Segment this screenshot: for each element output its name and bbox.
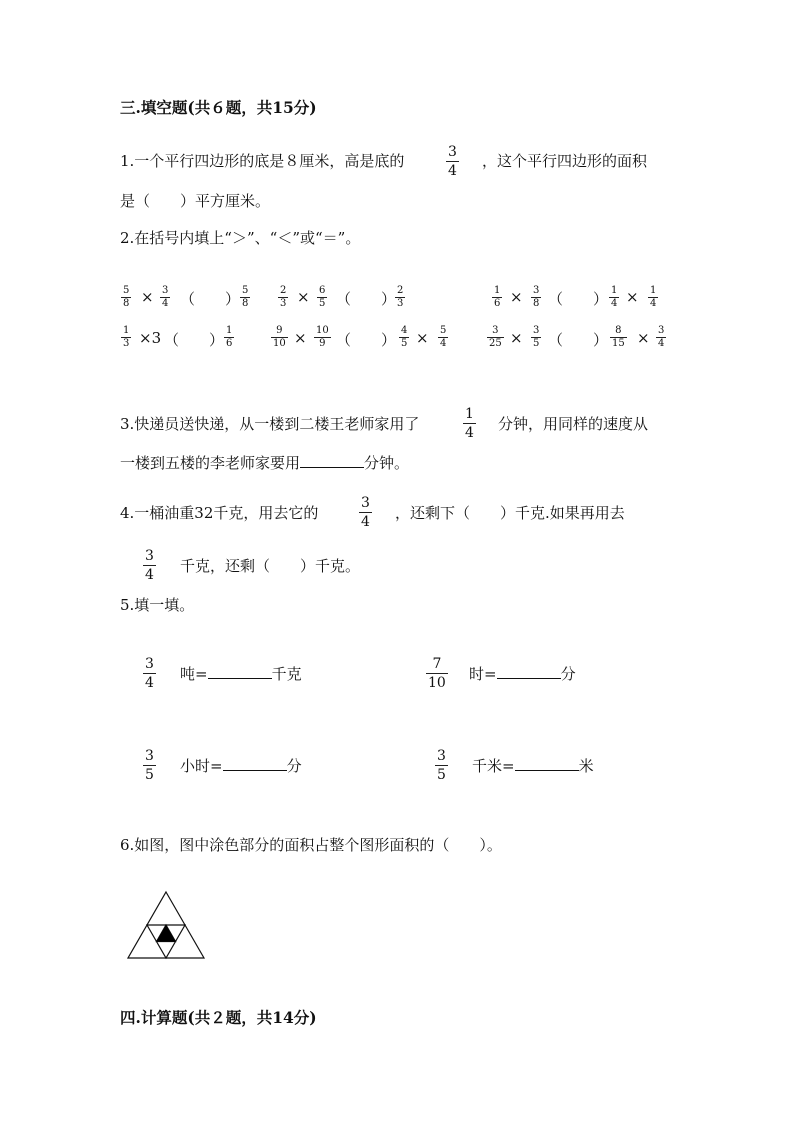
fraction: 10 9 <box>316 325 329 349</box>
answer-paren[interactable]: （ ） <box>548 331 609 349</box>
fraction: 3 5 <box>533 325 540 349</box>
q5-text: 5.填一填。 <box>120 596 195 614</box>
q1-line2: 是（ ）平方厘米。 <box>120 192 271 210</box>
q5c-line: 小时= 分 <box>180 757 302 775</box>
q5a-line: 吨= 千克 <box>180 665 302 683</box>
times-sign: × <box>626 288 639 306</box>
fraction: 6 5 <box>319 285 326 309</box>
fraction: 4 5 <box>401 325 408 349</box>
section4-heading: 四.计算题(共２题，共14分) <box>120 1008 317 1027</box>
q5d-fraction: 3 5 <box>437 748 446 783</box>
fraction: 1 4 <box>650 285 657 309</box>
fraction: 3 25 <box>489 325 502 349</box>
times-sign: × <box>141 288 154 306</box>
times-sign: × <box>294 329 307 347</box>
triangle-figure <box>120 884 212 964</box>
q4-fraction-1: 3 4 <box>361 495 370 530</box>
q4-line1a: 4.一桶油重32千克，用去它的 <box>120 504 319 522</box>
shaded-triangle <box>157 925 176 942</box>
answer-blank[interactable] <box>300 455 364 468</box>
fraction: 5 4 <box>440 325 447 349</box>
q3-fraction: 1 4 <box>465 406 474 441</box>
q4-line2: 千克，还剩（ ）千克。 <box>180 557 361 575</box>
fraction: 1 6 <box>226 325 233 349</box>
q1-fraction <box>446 145 459 178</box>
numerator: 3 <box>448 144 457 160</box>
q6-text: 6.如图，图中涂色部分的面积占整个图形面积的（ ）。 <box>120 836 502 854</box>
q5d-line: 千米= 米 <box>472 757 594 775</box>
answer-blank[interactable] <box>208 666 272 679</box>
q1-line1a: 1.一个平行四边形的底是８厘米，高是底的 <box>120 152 405 170</box>
fraction: 5 8 <box>123 285 130 309</box>
times-sign: × <box>510 288 523 306</box>
fraction: 9 10 <box>273 325 286 349</box>
fraction: 3 8 <box>533 285 540 309</box>
q3-line2-unit: 分钟。 <box>364 454 410 472</box>
fraction: 1 6 <box>494 285 501 309</box>
answer-paren[interactable]: （ ） <box>336 290 397 308</box>
answer-paren[interactable]: （ ） <box>548 290 609 308</box>
times-sign: × <box>416 329 429 347</box>
q3-line2 <box>120 452 409 473</box>
fraction: 5 8 <box>242 285 249 309</box>
answer-paren[interactable]: （ ） <box>164 331 225 349</box>
q5b-line: 时= 分 <box>469 665 576 683</box>
times-sign: × <box>297 288 310 306</box>
q3-line1b: 分钟，用同样的速度从 <box>498 415 649 433</box>
section3-heading: 三.填空题(共６题，共15分) <box>120 98 317 117</box>
q4-fraction-2: 3 4 <box>145 548 154 583</box>
answer-blank[interactable] <box>515 758 579 771</box>
times-sign: × <box>637 329 650 347</box>
times-three: ×3 <box>139 329 162 347</box>
q5c-fraction: 3 5 <box>145 748 154 783</box>
q3-line1a: 3.快递员送快递，从一楼到二楼王老师家用了 <box>120 415 420 433</box>
denominator: 4 <box>448 163 457 179</box>
q2-text: 2.在括号内填上“＞”、“＜”或“＝”。 <box>120 229 361 247</box>
answer-paren[interactable]: （ ） <box>336 331 397 349</box>
fraction: 3 4 <box>162 285 169 309</box>
fraction: 3 4 <box>658 325 665 349</box>
times-sign: × <box>510 329 523 347</box>
fraction: 2 3 <box>280 285 287 309</box>
q3-line2-text: 一楼到五楼的李老师家要用 <box>120 454 301 472</box>
q5a-fraction: 3 4 <box>145 656 154 691</box>
answer-paren[interactable]: （ ） <box>180 290 241 308</box>
q4-line1b: ，还剩下（ ）千克.如果再用去 <box>395 504 625 522</box>
fraction: 1 4 <box>611 285 618 309</box>
q5b-fraction: 7 10 <box>428 656 446 691</box>
fraction: 1 3 <box>123 325 130 349</box>
answer-blank[interactable] <box>223 758 287 771</box>
answer-blank[interactable] <box>497 666 561 679</box>
q1-line1b: ，这个平行四边形的面积 <box>482 152 648 170</box>
fraction: 2 3 <box>397 285 404 309</box>
fraction: 8 15 <box>612 325 625 349</box>
